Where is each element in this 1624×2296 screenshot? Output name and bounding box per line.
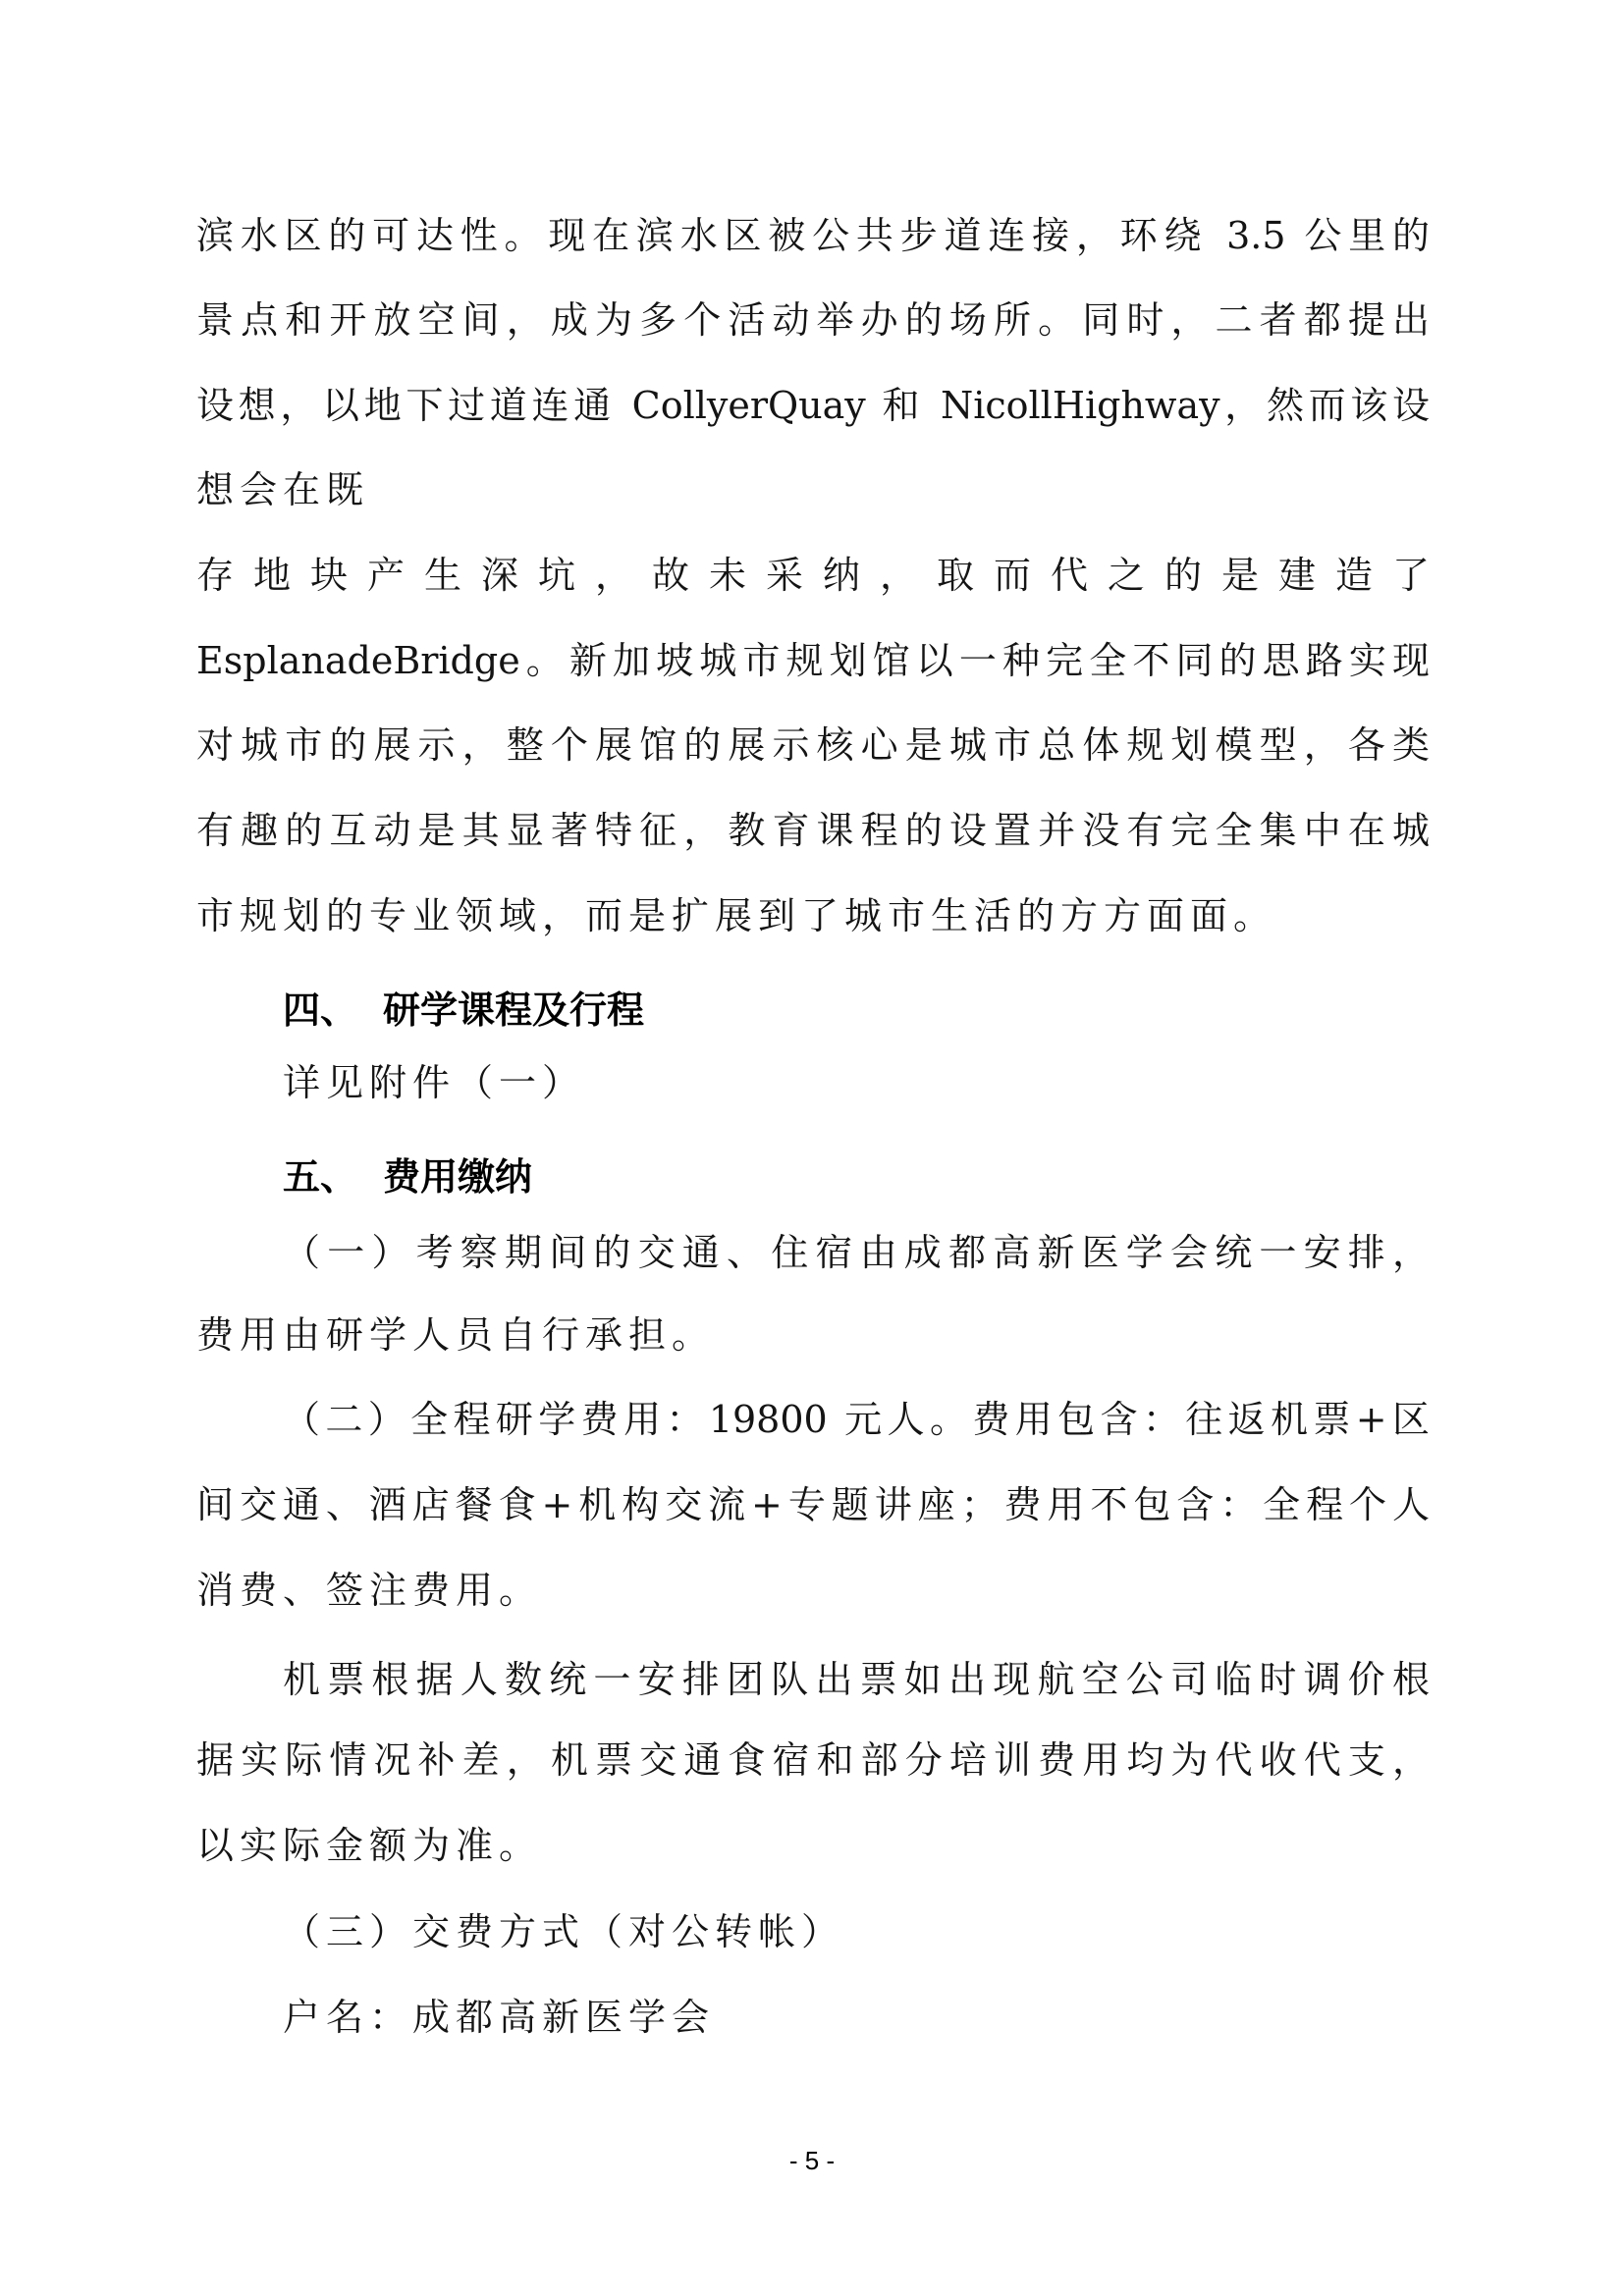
body-text-line: （三）交费方式（对公转帐） xyxy=(283,1910,845,1953)
body-text-line: 费用由研学人员自行承担。 xyxy=(196,1313,716,1357)
section-heading-5 xyxy=(283,1154,532,1200)
body-text-line: （二）全程研学费用：19800 元人。费用包含：往返机票+区 xyxy=(283,1398,1430,1441)
account-name: 户名：成都高新医学会 xyxy=(283,1996,716,2039)
body-text-line: 滨水区的可达性。现在滨水区被公共步道连接，环绕 3.5 公里的 xyxy=(196,214,1430,257)
section-number: 五、 xyxy=(283,1155,358,1199)
section-title: 费用缴纳 xyxy=(383,1155,533,1199)
body-text-line: 市规划的专业领域，而是扩展到了城市生活的方方面面。 xyxy=(196,894,1277,937)
body-text-line: 对城市的展示，整个展馆的展示核心是城市总体规划模型，各类 xyxy=(196,723,1430,767)
section-title: 研学课程及行程 xyxy=(383,988,645,1032)
body-text-line: 景点和开放空间，成为多个活动举办的场所。同时，二者都提出 xyxy=(196,298,1430,342)
body-text-line: 据实际情况补差，机票交通食宿和部分培训费用均为代收代支， xyxy=(196,1738,1430,1782)
body-text-line: 设想，以地下过道连通 CollyerQuay 和 NicollHighway，然而该设 xyxy=(196,384,1430,427)
body-text-line: 有趣的互动是其显著特征，教育课程的设置并没有完全集中在城 xyxy=(196,809,1430,852)
section-number: 四、 xyxy=(283,988,358,1032)
body-text-line: EsplanadeBridge。新加坡城市规划馆以一种完全不同的思路实现 xyxy=(196,639,1430,682)
body-text-line: 详见附件（一） xyxy=(283,1061,586,1104)
body-text-line: 存地块产生深坑，故未采纳，取而代之的是建造了 xyxy=(196,554,1430,597)
body-text-line: 间交通、酒店餐食+机构交流+专题讲座；费用不包含：全程个人 xyxy=(196,1483,1430,1526)
page-number: - 5 - xyxy=(788,2146,836,2175)
section-heading-4 xyxy=(283,988,644,1033)
body-text-line: 机票根据人数统一安排团队出票如出现航空公司临时调价根 xyxy=(283,1658,1430,1701)
body-text-line: 消费、签注费用。 xyxy=(196,1569,543,1612)
body-text-line: 以实际金额为准。 xyxy=(196,1824,543,1867)
body-text-line: 想会在既 xyxy=(196,468,370,511)
body-text-line: （一）考察期间的交通、住宿由成都高新医学会统一安排， xyxy=(283,1231,1430,1274)
